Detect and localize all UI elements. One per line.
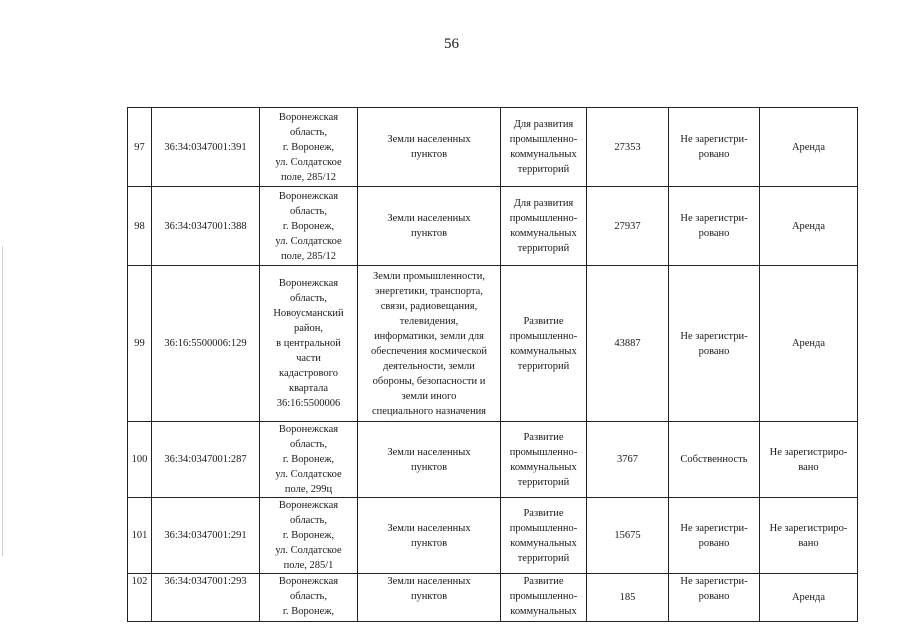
permitted-use: Для развития промышленно- коммунальных территорий: [501, 187, 587, 266]
land-category: Земли населенных пунктов: [358, 574, 501, 622]
plot-address: Воронежская область, г. Воронеж, ул. Солдатское поле, 299ц: [260, 422, 358, 498]
land-category: Земли населенных пунктов: [358, 498, 501, 574]
table-row: [128, 574, 858, 622]
plot-area: 185: [587, 574, 669, 622]
table-row: [128, 498, 858, 574]
plot-address: Воронежская область, г. Воронеж,: [260, 574, 358, 622]
encumbrance: Аренда: [760, 187, 858, 266]
rights-status: Не зарегистри- ровано: [669, 498, 760, 574]
cadastral-number: 36:34:0347001:287: [152, 422, 260, 498]
page-number: 56: [444, 36, 459, 52]
plot-address: Воронежская область, г. Воронеж, ул. Солдатское поле, 285/12: [260, 187, 358, 266]
cadastral-number: 36:34:0347001:293: [152, 574, 260, 622]
land-category: Земли населенных пунктов: [358, 187, 501, 266]
permitted-use: Развитие промышленно- коммунальных территорий: [501, 266, 587, 422]
encumbrance: Аренда: [760, 108, 858, 187]
plot-address: Воронежская область, г. Воронеж, ул. Солдатское поле, 285/1: [260, 498, 358, 574]
land-plots-table: [127, 107, 858, 622]
plot-area: 27353: [587, 108, 669, 187]
row-number: 100: [128, 422, 152, 498]
table-row: [128, 108, 858, 187]
permitted-use: Для развития промышленно- коммунальных территорий: [501, 108, 587, 187]
encumbrance: Не зарегистриро- вано: [760, 498, 858, 574]
row-number: 101: [128, 498, 152, 574]
row-number: 97: [128, 108, 152, 187]
rights-status: Не зарегистри- ровано: [669, 108, 760, 187]
rights-status: Не зарегистри- ровано: [669, 187, 760, 266]
encumbrance: Не зарегистриро- вано: [760, 422, 858, 498]
row-number: 102: [128, 574, 152, 622]
plot-area: 27937: [587, 187, 669, 266]
permitted-use: Развитие промышленно- коммунальных территорий: [501, 422, 587, 498]
plot-area: 43887: [587, 266, 669, 422]
row-number: 98: [128, 187, 152, 266]
land-category: Земли населенных пунктов: [358, 422, 501, 498]
cadastral-number: 36:34:0347001:291: [152, 498, 260, 574]
permitted-use: Развитие промышленно- коммунальных территорий: [501, 498, 587, 574]
encumbrance: Аренда: [760, 266, 858, 422]
table-row: [128, 187, 858, 266]
land-category: Земли промышленности, энергетики, транспорта, связи, радиовещания, телевидения, информатики, земли для обеспечения космической деятельности, земли обороны, безопасности и земли иного специального назначения: [358, 266, 501, 422]
table-row: [128, 422, 858, 498]
plot-area: 15675: [587, 498, 669, 574]
cadastral-number: 36:34:0347001:391: [152, 108, 260, 187]
scan-edge-line: [2, 246, 3, 556]
land-category: Земли населенных пунктов: [358, 108, 501, 187]
table-row: [128, 266, 858, 422]
row-number: 99: [128, 266, 152, 422]
rights-status: Собственность: [669, 422, 760, 498]
rights-status: Не зарегистри- ровано: [669, 266, 760, 422]
cadastral-number: 36:16:5500006:129: [152, 266, 260, 422]
plot-area: 3767: [587, 422, 669, 498]
rights-status: Не зарегистри- ровано: [669, 574, 760, 622]
plot-address: Воронежская область, г. Воронеж, ул. Солдатское поле, 285/12: [260, 108, 358, 187]
plot-address: Воронежская область, Новоусманский район, в центральной части кадастрового квартала 36:16:5500006: [260, 266, 358, 422]
encumbrance: Аренда: [760, 574, 858, 622]
cadastral-number: 36:34:0347001:388: [152, 187, 260, 266]
permitted-use: Развитие промышленно- коммунальных: [501, 574, 587, 622]
